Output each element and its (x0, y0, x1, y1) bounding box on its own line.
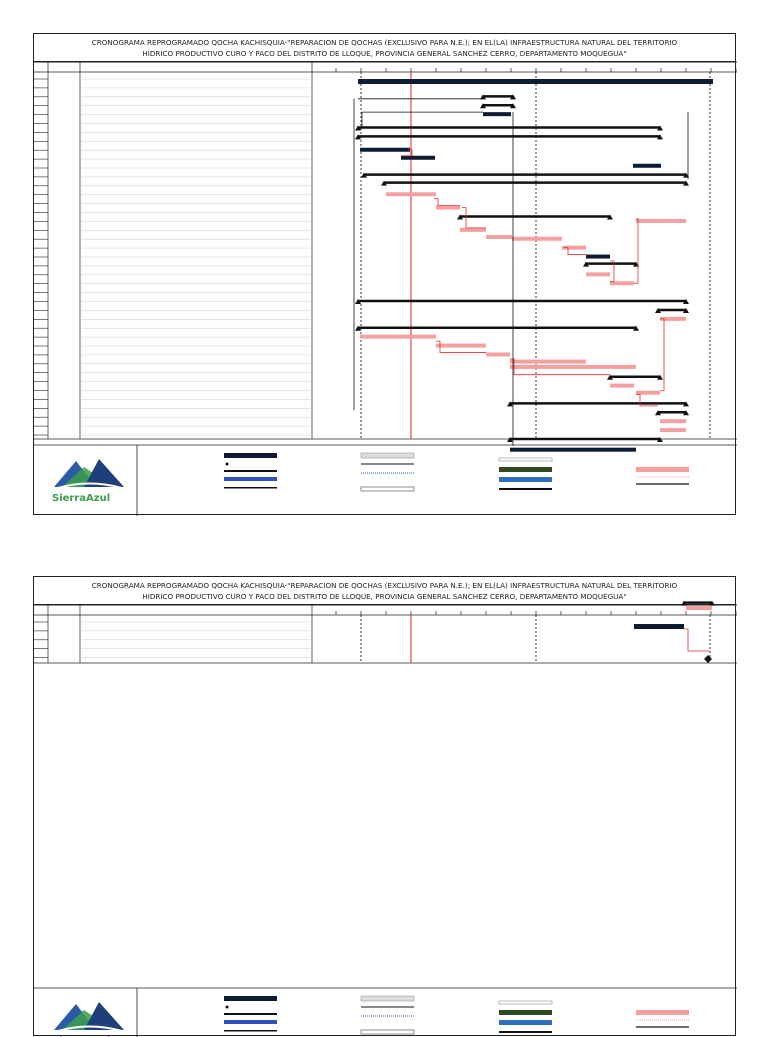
critical-task-bar (512, 237, 562, 241)
task-bar (360, 148, 410, 152)
critical-task-bar (610, 281, 634, 285)
legend-swatch-progress (499, 467, 552, 472)
legend-swatch-task (224, 453, 277, 458)
legend-swatch-manual-summary (499, 1001, 552, 1004)
gantt-chart (34, 577, 737, 1037)
task-bar (634, 624, 684, 629)
legend-swatch-deadline (224, 487, 277, 489)
logo-text: SierraAzul (52, 493, 111, 504)
dependency-link (684, 629, 710, 651)
gantt-page-1 (33, 33, 736, 515)
dependency-link (660, 319, 664, 391)
critical-task-bar (660, 419, 686, 423)
task-bar (401, 156, 435, 160)
legend-swatch-critical (636, 1010, 689, 1015)
critical-task-bar (386, 192, 436, 196)
legend-swatch-split (224, 1020, 277, 1024)
dependency-link (358, 112, 483, 127)
title-line-2: HIDRICO PRODUCTIVO CURO Y PACO DEL DISTRITO DE LLOQUE, PROVINCIA GENERAL SANCHEZ CERRO, DEPARTAMENTO MOQUEGUA" (142, 592, 627, 601)
legend-swatch-split (224, 477, 277, 481)
legend-swatch-critical-split (499, 1020, 552, 1025)
legend-swatch-milestone (226, 1006, 229, 1009)
critical-task-bar (686, 606, 712, 610)
critical-task-bar (510, 365, 636, 369)
critical-task-bar (436, 206, 460, 210)
critical-task-bar (636, 219, 686, 223)
gantt-page-2 (33, 576, 736, 1036)
task-bar (633, 164, 661, 168)
critical-task-bar (360, 335, 436, 339)
critical-task-bar (486, 235, 512, 239)
legend-swatch-inactive (361, 453, 414, 458)
task-bar (586, 255, 610, 259)
gantt-chart (34, 34, 737, 516)
critical-task-bar (510, 360, 586, 364)
project-summary-bar (358, 79, 713, 84)
task-bar (483, 112, 511, 116)
milestone-diamond (704, 655, 712, 663)
legend-swatch-inactive (361, 996, 414, 1001)
critical-task-bar (610, 384, 634, 388)
legend-swatch-deadline (224, 1030, 277, 1032)
critical-task-bar (586, 272, 610, 276)
title-line-1: CRONOGRAMA REPROGRAMADO QOCHA KACHISQUIA-"REPARACION DE QOCHAS (EXCLUSIVO PARA N.E.); EN EL(LA) INFRAESTRUCTURA NATURAL DEL TERRITORIO (91, 38, 678, 47)
dependency-link (434, 199, 460, 206)
critical-task-bar (486, 352, 510, 356)
legend-swatch-manual (361, 487, 414, 491)
title-line-2: HIDRICO PRODUCTIVO CURO Y PACO DEL DISTRITO DE LLOQUE, PROVINCIA GENERAL SANCHEZ CERRO, DEPARTAMENTO MOQUEGUA" (142, 49, 627, 58)
legend-swatch-critical (636, 467, 689, 472)
legend-swatch-task (224, 996, 277, 1001)
legend-swatch-milestone (226, 463, 229, 466)
task-bar (510, 448, 636, 452)
critical-task-bar (460, 228, 486, 232)
legend-swatch-manual (361, 1030, 414, 1034)
critical-task-bar (660, 428, 686, 432)
legend-swatch-critical-split (499, 477, 552, 482)
title-line-1: CRONOGRAMA REPROGRAMADO QOCHA KACHISQUIA-"REPARACION DE QOCHAS (EXCLUSIVO PARA N.E.); EN EL(LA) INFRAESTRUCTURA NATURAL DEL TERRITORIO (91, 581, 678, 590)
legend-swatch-manual-summary (499, 458, 552, 461)
critical-task-bar (436, 344, 486, 348)
legend-swatch-progress (499, 1010, 552, 1015)
dependency-link (634, 219, 638, 283)
